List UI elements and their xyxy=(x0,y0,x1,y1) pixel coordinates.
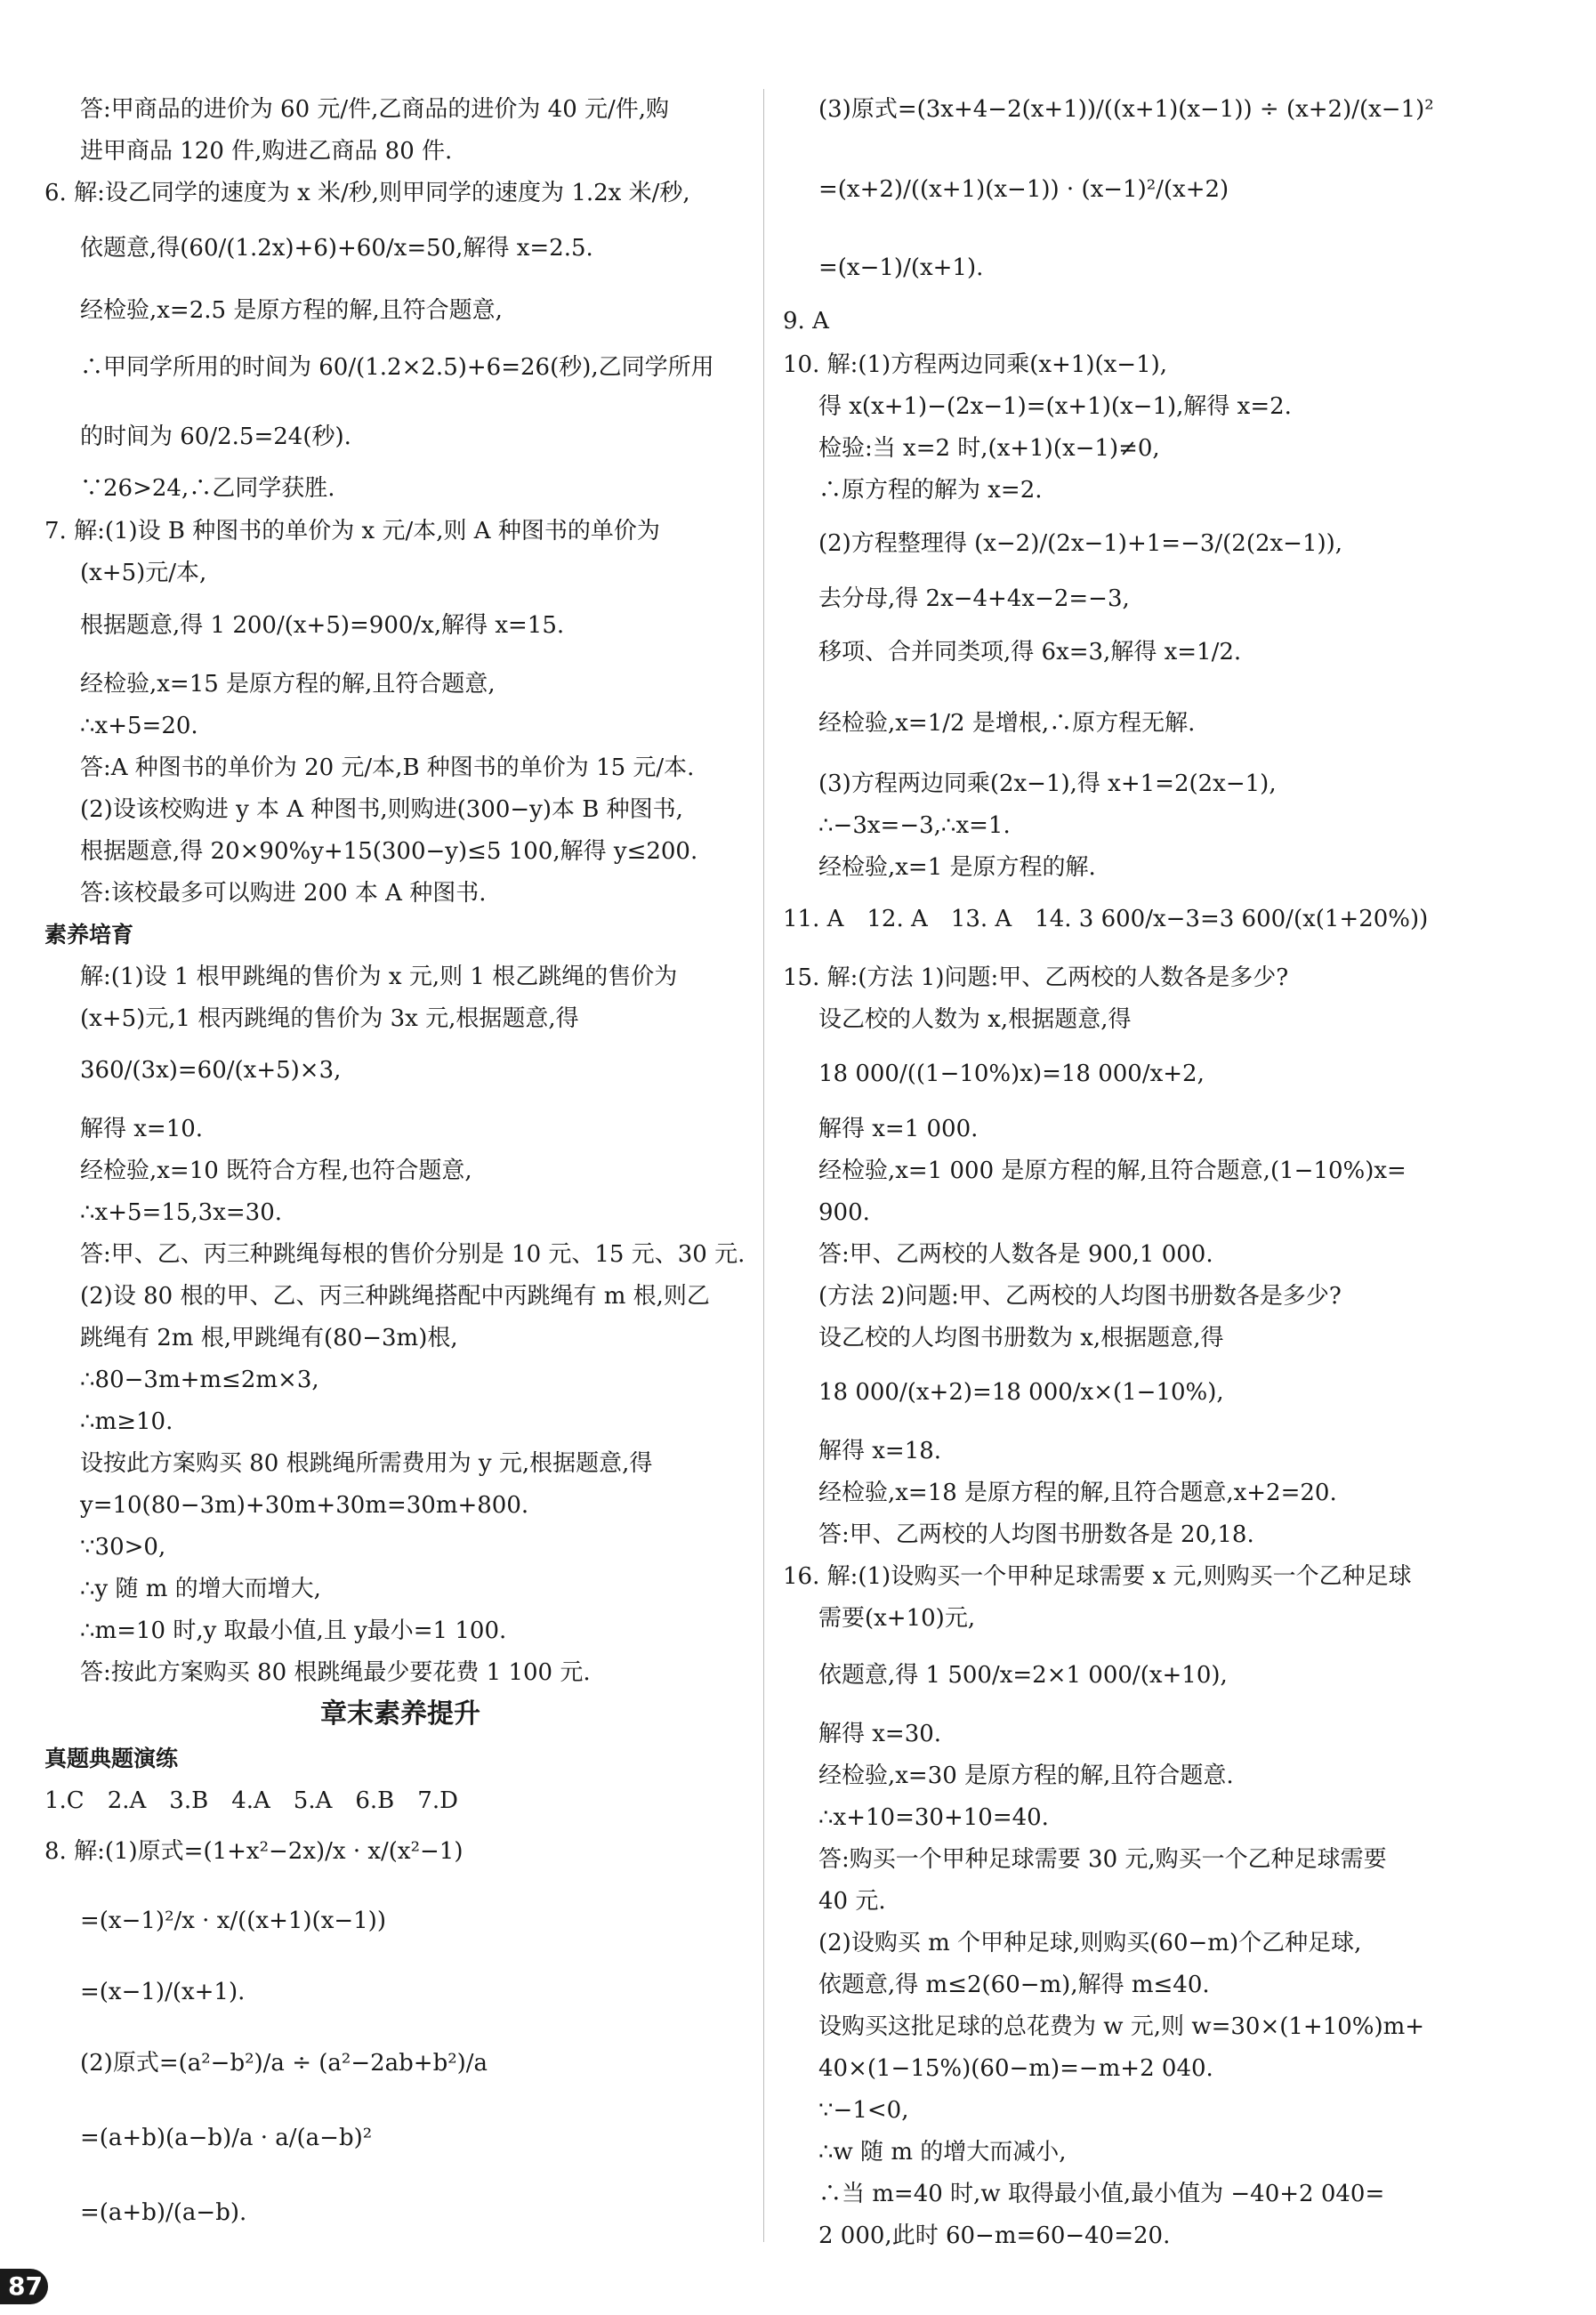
text-line: ∴x+10=30+10=40. xyxy=(818,1804,1049,1831)
text-line: 需要(x+10)元, xyxy=(818,1605,976,1632)
page-number: 87 xyxy=(0,2269,48,2304)
text-line: (2)设 80 根的甲、乙、丙三种跳绳搭配中丙跳绳有 m 根,则乙 xyxy=(80,1283,710,1310)
text-line: ∴m≥10. xyxy=(80,1408,173,1435)
text-line: 40×(1−15%)(60−m)=−m+2 040. xyxy=(818,2055,1213,2082)
text-line: 跳绳有 2m 根,甲跳绳有(80−3m)根, xyxy=(80,1325,458,1351)
text-line: =(x+2)/((x+1)(x−1)) · (x−1)²/(x+2) xyxy=(818,176,1229,203)
text-line: (x+5)元,1 根丙跳绳的售价为 3x 元,根据题意,得 xyxy=(80,1005,579,1032)
text-line: (2)设购买 m 个甲种足球,则购买(60−m)个乙种足球, xyxy=(818,1930,1362,1956)
text-line: ∴原方程的解为 x=2. xyxy=(818,477,1043,504)
text-line: 答:甲、乙两校的人均图书册数各是 20,18. xyxy=(818,1521,1254,1548)
text-line: 依题意,得 m≤2(60−m),解得 m≤40. xyxy=(818,1972,1210,1998)
text-line: 18 000/(x+2)=18 000/x×(1−10%), xyxy=(818,1379,1224,1406)
text-line: ∴x+5=15,3x=30. xyxy=(80,1199,283,1226)
text-line: ∴x+5=20. xyxy=(80,713,198,739)
text-line: 18 000/((1−10%)x)=18 000/x+2, xyxy=(818,1061,1205,1087)
text-line: 11. A 12. A 13. A 14. 3 600/x−3=3 600/(x(1+20%)) xyxy=(783,906,1429,932)
text-line: 经检验,x=1/2 是增根,∴原方程无解. xyxy=(818,710,1196,737)
text-line: 解得 x=30. xyxy=(818,1721,942,1747)
text-line: (方法 2)问题:甲、乙两校的人均图书册数各是多少? xyxy=(818,1283,1342,1310)
text-line: =(a+b)(a−b)/a · a/(a−b)² xyxy=(80,2125,373,2151)
text-line: 答:按此方案购买 80 根跳绳最少要花费 1 100 元. xyxy=(80,1659,591,1686)
text-line: (2)方程整理得 (x−2)/(2x−1)+1=−3/(2(2x−1)), xyxy=(818,530,1343,557)
text-line: 8. 解:(1)原式=(1+x²−2x)/x · x/(x²−1) xyxy=(44,1838,463,1865)
text-line: 进甲商品 120 件,购进乙商品 80 件. xyxy=(80,138,453,165)
text-line: 答:甲、乙两校的人数各是 900,1 000. xyxy=(818,1241,1213,1268)
text-line: 答:该校最多可以购进 200 本 A 种图书. xyxy=(80,880,487,907)
text-line: ∵30>0, xyxy=(80,1534,166,1561)
text-line: 根据题意,得 1 200/(x+5)=900/x,解得 x=15. xyxy=(80,612,565,639)
text-line: =(x−1)/(x+1). xyxy=(80,1979,246,2005)
text-line: =(x−1)²/x · x/((x+1)(x−1)) xyxy=(80,1908,386,1934)
text-line: ∴m=10 时,y 取最小值,且 y最小=1 100. xyxy=(80,1617,507,1644)
text-line: 900. xyxy=(818,1199,870,1226)
text-line: 答:购买一个甲种足球需要 30 元,购买一个乙种足球需要 xyxy=(818,1846,1387,1873)
text-line: ∴−3x=−3,∴x=1. xyxy=(818,812,1011,839)
text-line: 根据题意,得 20×90%y+15(300−y)≤5 100,解得 y≤200. xyxy=(80,838,698,865)
text-line: 设乙校的人数为 x,根据题意,得 xyxy=(818,1006,1132,1033)
text-line: (2)设该校购进 y 本 A 种图书,则购进(300−y)本 B 种图书, xyxy=(80,796,683,823)
text-line: ∴当 m=40 时,w 取得最小值,最小值为 −40+2 040= xyxy=(818,2181,1385,2207)
text-line: ∵26>24,∴乙同学获胜. xyxy=(80,475,335,502)
text-line: 1.C 2.A 3.B 4.A 5.A 6.B 7.D xyxy=(44,1787,458,1814)
text-line: ∴y 随 m 的增大而增大, xyxy=(80,1576,321,1602)
text-line: 经检验,x=1 是原方程的解. xyxy=(818,854,1096,881)
text-line: 经检验,x=15 是原方程的解,且符合题意, xyxy=(80,671,496,698)
text-line: ∴w 随 m 的增大而减小, xyxy=(818,2139,1067,2166)
text-line: =(x−1)/(x+1). xyxy=(818,254,984,281)
text-line: 答:甲、乙、丙三种跳绳每根的售价分别是 10 元、15 元、30 元. xyxy=(80,1241,746,1268)
text-line: 设购买这批足球的总花费为 w 元,则 w=30×(1+10%)m+ xyxy=(818,2013,1425,2040)
text-line: 设乙校的人均图书册数为 x,根据题意,得 xyxy=(818,1325,1224,1351)
text-line: (x+5)元/本, xyxy=(80,560,207,586)
text-line: 经检验,x=10 既符合方程,也符合题意, xyxy=(80,1158,472,1184)
text-line: 经检验,x=2.5 是原方程的解,且符合题意, xyxy=(80,297,503,324)
column-divider xyxy=(763,89,764,2242)
text-line: 设按此方案购买 80 根跳绳所需费用为 y 元,根据题意,得 xyxy=(80,1450,653,1477)
text-line: 360/(3x)=60/(x+5)×3, xyxy=(80,1057,342,1084)
text-line: ∴80−3m+m≤2m×3, xyxy=(80,1367,319,1393)
text-line: 15. 解:(方法 1)问题:甲、乙两校的人数各是多少? xyxy=(783,964,1289,991)
section-title: 真题典题演练 xyxy=(44,1746,179,1771)
text-line: 9. A xyxy=(783,308,829,335)
text-line: 经检验,x=18 是原方程的解,且符合题意,x+2=20. xyxy=(818,1480,1337,1506)
chapter-heading: 章末素养提升 xyxy=(320,1698,480,1730)
text-line: 10. 解:(1)方程两边同乘(x+1)(x−1), xyxy=(783,351,1168,378)
text-line: (2)原式=(a²−b²)/a ÷ (a²−2ab+b²)/a xyxy=(80,2050,488,2077)
text-line: 答:甲商品的进价为 60 元/件,乙商品的进价为 40 元/件,购 xyxy=(80,96,670,123)
text-line: 40 元. xyxy=(818,1888,886,1915)
text-line: 依题意,得 1 500/x=2×1 000/(x+10), xyxy=(818,1662,1228,1689)
text-line: (3)方程两边同乘(2x−1),得 x+1=2(2x−1), xyxy=(818,770,1277,797)
section-title: 素养培育 xyxy=(44,922,134,948)
text-line: ∴甲同学所用的时间为 60/(1.2×2.5)+6=26(秒),乙同学所用 xyxy=(80,354,714,381)
text-line: 移项、合并同类项,得 6x=3,解得 x=1/2. xyxy=(818,639,1242,665)
text-line: 的时间为 60/2.5=24(秒). xyxy=(80,423,351,450)
text-line: 解得 x=18. xyxy=(818,1438,942,1464)
text-line: 经检验,x=1 000 是原方程的解,且符合题意,(1−10%)x= xyxy=(818,1158,1407,1184)
text-line: 检验:当 x=2 时,(x+1)(x−1)≠0, xyxy=(818,435,1160,462)
text-line: 6. 解:设乙同学的速度为 x 米/秒,则甲同学的速度为 1.2x 米/秒, xyxy=(44,180,690,206)
text-line: 答:A 种图书的单价为 20 元/本,B 种图书的单价为 15 元/本. xyxy=(80,754,695,781)
text-line: =(a+b)/(a−b). xyxy=(80,2199,247,2226)
text-line: ∵−1<0, xyxy=(818,2097,909,2124)
text-line: 解得 x=1 000. xyxy=(818,1116,979,1142)
text-line: 经检验,x=30 是原方程的解,且符合题意. xyxy=(818,1762,1234,1789)
text-line: y=10(80−3m)+30m+30m=30m+800. xyxy=(80,1492,529,1519)
text-line: 依题意,得(60/(1.2x)+6)+60/x=50,解得 x=2.5. xyxy=(80,235,593,262)
text-line: 16. 解:(1)设购买一个甲种足球需要 x 元,则购买一个乙种足球 xyxy=(783,1563,1412,1590)
text-line: 解得 x=10. xyxy=(80,1116,204,1142)
text-line: 得 x(x+1)−(2x−1)=(x+1)(x−1),解得 x=2. xyxy=(818,393,1292,420)
text-line: 2 000,此时 60−m=60−40=20. xyxy=(818,2222,1171,2249)
text-line: 解:(1)设 1 根甲跳绳的售价为 x 元,则 1 根乙跳绳的售价为 xyxy=(80,964,678,990)
text-line: 去分母,得 2x−4+4x−2=−3, xyxy=(818,585,1130,612)
text-line: 7. 解:(1)设 B 种图书的单价为 x 元/本,则 A 种图书的单价为 xyxy=(44,518,660,544)
text-line: (3)原式=(3x+4−2(x+1))/((x+1)(x−1)) ÷ (x+2)/(x−1)² xyxy=(818,96,1434,123)
